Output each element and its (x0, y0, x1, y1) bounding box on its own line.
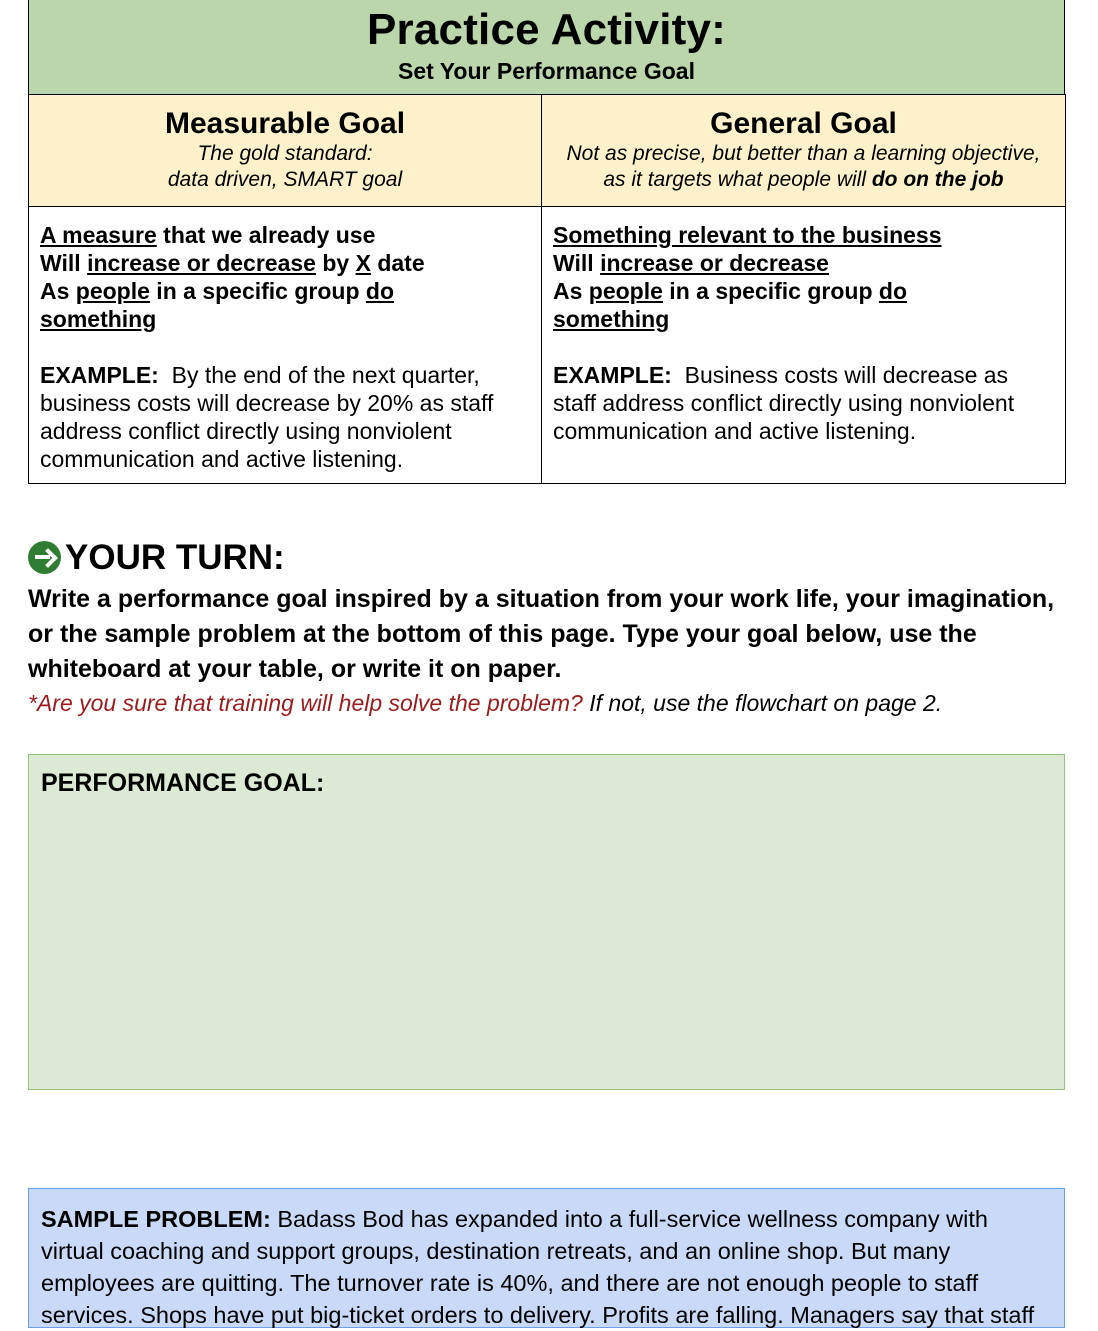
general-goal-example (553, 361, 1055, 445)
measurable-goal-desc-line2: data driven, SMART goal (167, 168, 403, 191)
formula-term: increase or decrease (87, 250, 316, 276)
training-question: *Are you sure that training will help solve the problem? (28, 690, 583, 716)
page-title: Practice Activity: (366, 5, 727, 54)
measurable-goal-header (29, 95, 542, 207)
formula-text: As (553, 278, 589, 304)
measurable-goal-cell (29, 207, 542, 484)
general-goal-title: General Goal (710, 107, 897, 140)
general-goal-desc-line2 (542, 167, 1065, 193)
formula-term: Something relevant to the business (553, 222, 942, 248)
flowchart-hint: If not, use the flowchart on page 2. (582, 690, 943, 716)
example-label: EXAMPLE: (553, 362, 672, 388)
your-turn-section (28, 538, 1068, 717)
arrow-right-circle-icon (28, 541, 61, 574)
formula-text: that we already use (156, 222, 376, 248)
page-subtitle: Set Your Performance Goal (398, 58, 695, 84)
your-turn-note (28, 689, 1068, 717)
formula-term: people (75, 278, 150, 304)
general-goal-desc-emphasis: do on the job (871, 168, 1004, 191)
formula-term: something (553, 306, 670, 332)
measurable-goal-title: Measurable Goal (164, 107, 406, 140)
goal-comparison-table (28, 94, 1066, 484)
formula-term: people (588, 278, 663, 304)
formula-text: As (40, 278, 76, 304)
sample-problem-label: SAMPLE PROBLEM: (41, 1206, 271, 1232)
formula-term: something (40, 306, 157, 332)
formula-line (40, 305, 531, 333)
measurable-goal-desc-line1: The gold standard: (197, 142, 373, 165)
formula-line (40, 221, 531, 249)
formula-term: do (365, 278, 395, 304)
formula-term: increase or decrease (600, 250, 829, 276)
general-goal-formula (553, 221, 1055, 333)
formula-text: in a specific group (149, 278, 366, 304)
performance-goal-box[interactable] (28, 754, 1065, 1090)
sample-problem-box (28, 1188, 1065, 1328)
activity-header (28, 0, 1065, 95)
formula-line (553, 221, 1055, 249)
formula-line (553, 249, 1055, 277)
sample-problem-text: Badass Bod has expanded into a full-service wellness company with virtual coaching and support groups, destination retreats, and an online shop. But many employees are quitting. The turnover rate is 40%, and there are not enough people to staff services. Shops have put big-ticket orders to delivery. Profits are falling. Managers say that staff (41, 1206, 1035, 1328)
formula-term: A measure (40, 222, 157, 248)
your-turn-heading (28, 538, 1068, 578)
formula-term: do (878, 278, 908, 304)
measurable-goal-example (40, 361, 531, 473)
general-goal-cell (542, 207, 1066, 484)
example-label: EXAMPLE: (40, 362, 159, 388)
formula-line (553, 277, 1055, 305)
formula-text: date (370, 250, 425, 276)
formula-line (40, 277, 531, 305)
formula-line (40, 249, 531, 277)
measurable-goal-formula (40, 221, 531, 333)
your-turn-heading-text: YOUR TURN: (65, 538, 285, 577)
formula-line (553, 305, 1055, 333)
formula-text: Will (553, 250, 601, 276)
formula-text: by (315, 250, 356, 276)
example-text: By the end of the next quarter, business costs will decrease by 20% as staff address conflict directly using nonviolent communication and active listening. (40, 362, 494, 472)
general-goal-desc-text: as it targets what people will (603, 168, 872, 191)
formula-term: X (355, 250, 371, 276)
your-turn-instructions: Write a performance goal inspired by a situation from your work life, your imagination, or the sample problem at the bottom of this page. Type your goal below, use the whiteboard at your table, or write it on paper. (28, 585, 1055, 683)
general-goal-desc-line1: Not as precise, but better than a learning objective, (566, 142, 1041, 165)
general-goal-header (542, 95, 1066, 207)
performance-goal-label: PERFORMANCE GOAL: (41, 769, 325, 797)
example-text: Business costs will decrease as staff address conflict directly using nonviolent communication and active listening. (553, 362, 1015, 444)
formula-text: in a specific group (662, 278, 879, 304)
formula-text: Will (40, 250, 88, 276)
